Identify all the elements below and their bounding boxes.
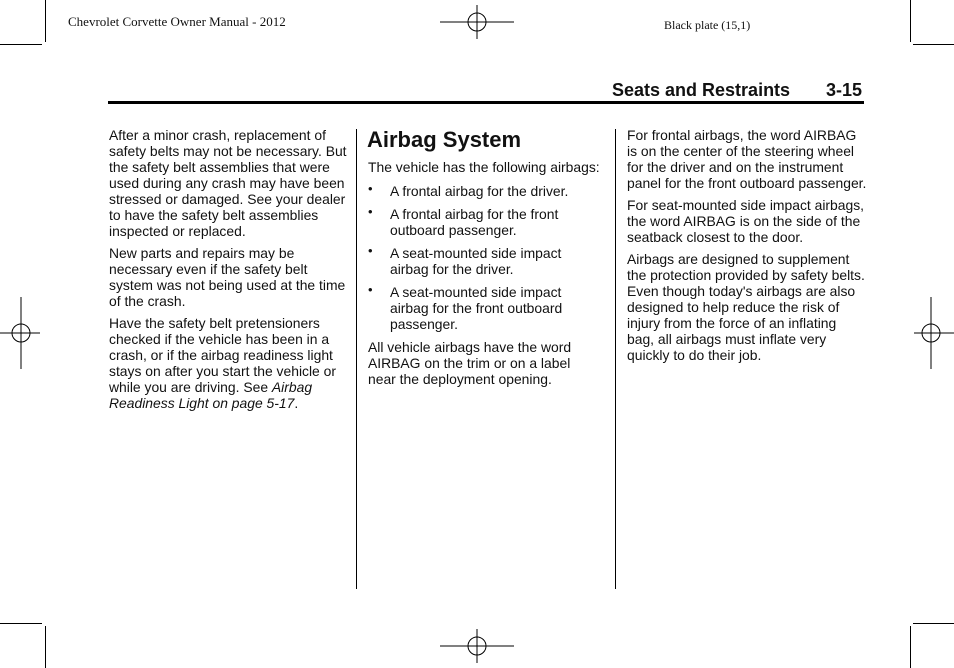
crop-mark-icon (910, 626, 911, 668)
bullet-icon: • (368, 243, 373, 258)
registration-mark-icon (0, 297, 40, 369)
crop-mark-icon (913, 623, 954, 624)
crop-mark-icon (913, 44, 954, 45)
crop-mark-icon (45, 0, 46, 42)
paragraph: All vehicle airbags have the word AIRBAG on the trim or on a label near the deployment opening. (368, 339, 572, 387)
crop-mark-icon (910, 0, 911, 42)
column-1 (109, 127, 349, 417)
column-2 (368, 127, 600, 393)
list-item-text: A frontal airbag for the front outboard passenger. (390, 206, 559, 238)
list-item-text: A seat-mounted side impact airbag for the driver. (390, 245, 562, 277)
paragraph: Airbags are designed to supplement the protection provided by safety belts. Even though today's airbags are also designed to help reduce the risk of injury from the force of an inflating bag, all airbags must inflate very quickly to do their job. (627, 251, 865, 363)
paragraph: After a minor crash, replacement of safety belts may not be necessary. But the safety belt assemblies that were used during any crash may have been stressed or damaged. See your dealer to have the safety belt assemblies inspected or replaced. (109, 127, 347, 239)
paragraph-end: . (294, 395, 299, 411)
section-title: Seats and Restraints (612, 80, 791, 100)
header-rule (108, 101, 864, 104)
list-item-text: A frontal airbag for the driver. (390, 183, 569, 199)
bullet-icon: • (368, 181, 373, 196)
registration-mark-icon (440, 5, 514, 39)
paragraph: For frontal airbags, the word AIRBAG is on the center of the steering wheel for the driver and on the instrument panel for the front outboard passenger. (627, 127, 867, 191)
crop-mark-icon (0, 44, 42, 45)
list-item (368, 206, 600, 238)
column-divider (615, 129, 616, 589)
cross-reference-link[interactable]: Airbag Readiness Light on page 5-17 (109, 379, 313, 411)
registration-mark-icon (440, 629, 514, 663)
bullet-icon: • (368, 204, 373, 219)
page-number: 3-15 (826, 80, 863, 100)
column-3 (627, 127, 867, 369)
paragraph: For seat-mounted side impact airbags, the word AIRBAG is on the side of the seatback closest to the door. (627, 197, 865, 245)
list-item-text: A seat-mounted side impact airbag for the front outboard passenger. (390, 284, 563, 332)
list-item (368, 183, 600, 199)
plate-label: Black plate (15,1) (664, 18, 751, 32)
crop-mark-icon (45, 626, 46, 668)
list-item (368, 284, 600, 332)
paragraph: New parts and repairs may be necessary even if the safety belt system was not being used at the time of the crash. (109, 245, 346, 309)
document-title: Chevrolet Corvette Owner Manual - 2012 (68, 14, 286, 29)
registration-mark-icon (914, 297, 954, 369)
paragraph: The vehicle has the following airbags: (368, 159, 600, 175)
list-item (368, 245, 600, 277)
section-heading: Airbag System (367, 127, 522, 152)
paragraph-text: Have the safety belt pretensioners checked if the vehicle has been in a crash, or if the airbag readiness light stays on after you start the vehicle or while you are driving. See (109, 315, 336, 395)
bullet-icon: • (368, 282, 373, 297)
paragraph (109, 315, 349, 411)
column-divider (356, 129, 357, 589)
crop-mark-icon (0, 623, 42, 624)
